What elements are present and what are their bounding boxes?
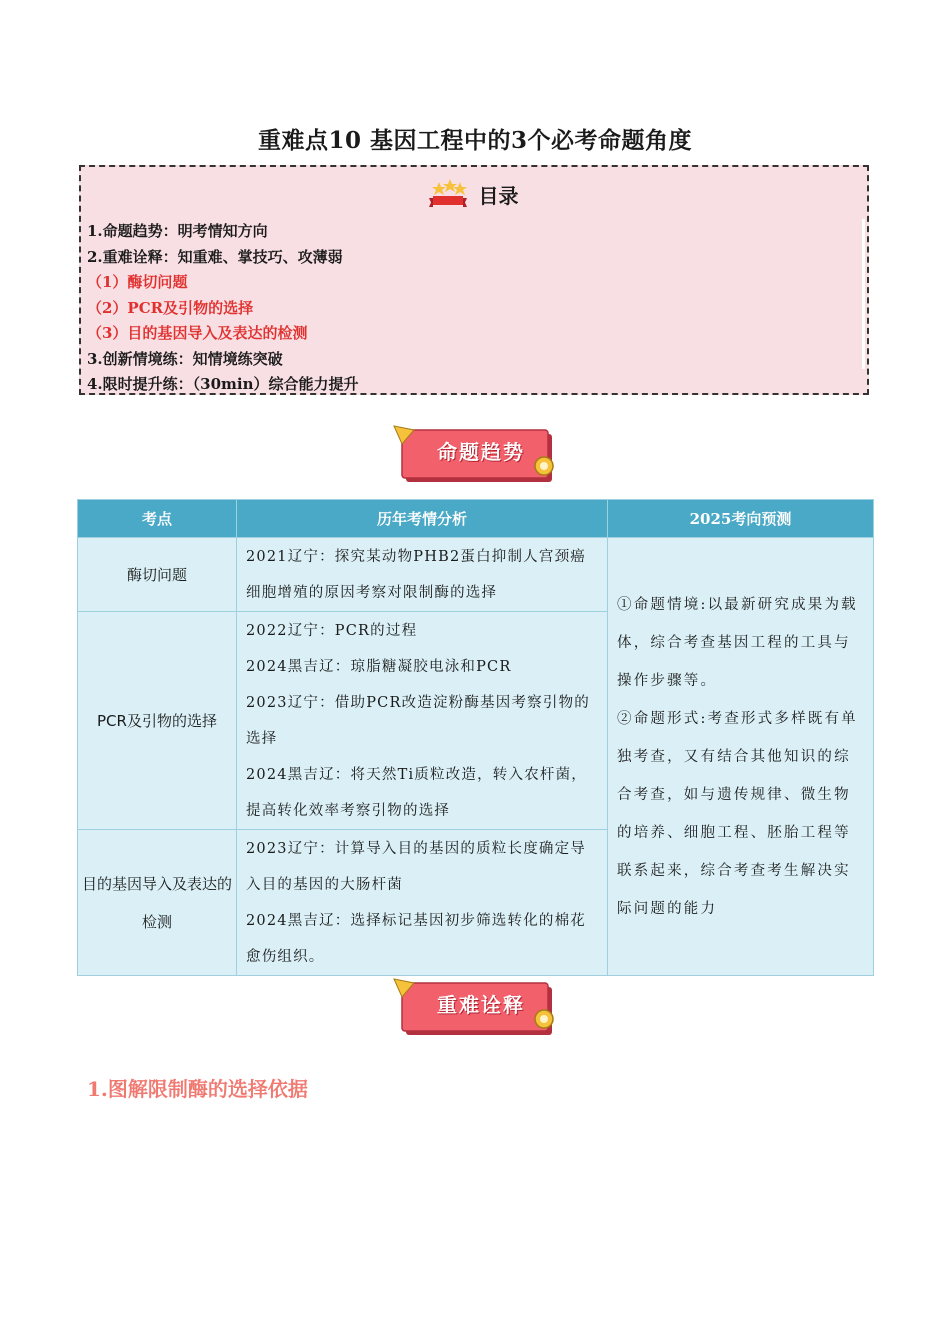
topic-cell: 目的基因导入及表达的检测 (78, 830, 237, 976)
analysis-entry: 2023辽宁：计算导入目的基因的质粒长度确定导入目的基因的大肠杆菌 (246, 840, 586, 893)
toc-title: 目录 (478, 183, 519, 208)
table-of-contents (79, 165, 869, 395)
toc-item[interactable]: 1.命题趋势：明考情知方向 (87, 222, 268, 240)
trend-table (77, 499, 874, 976)
banner-title: 命题趋势 (437, 440, 525, 464)
analysis-cell (237, 538, 608, 612)
forecast-cell (608, 538, 874, 976)
toc-item[interactable]: 4.限时提升练：（30min）综合能力提升 (87, 375, 359, 393)
topic-cell: 酶切问题 (78, 538, 237, 612)
column-header: 2025考向预测 (608, 500, 874, 538)
analysis-entry: 2022辽宁：PCR的过程 (246, 622, 418, 639)
toc-item[interactable]: 3.创新情境练：知情境练突破 (87, 349, 283, 368)
trend-banner (392, 424, 562, 488)
analysis-entry: 2023辽宁：借助PCR改造淀粉酶基因考察引物的选择 (246, 694, 590, 747)
toc-item[interactable]: （1）酶切问题 (87, 273, 188, 291)
table-header-row (78, 500, 874, 538)
toc-divider (862, 219, 865, 369)
forecast-entry: ②命题形式:考查形式多样既有单独考查，又有结合其他知识的综合考查，如与遗传规律、微生物的培养、细胞工程、胚胎工程等联系起来，综合考查考生解决实际问题的能力 (617, 710, 858, 917)
column-header: 考点 (78, 500, 237, 538)
toc-header (81, 179, 867, 209)
toc-list (87, 219, 359, 398)
section-heading: 1.图解限制酶的选择依据 (87, 1077, 308, 1101)
analysis-entry: 2024黑吉辽：将天然Ti质粒改造，转入农杆菌，提高转化效率考察引物的选择 (246, 766, 588, 819)
topic-cell: PCR及引物的选择 (78, 612, 237, 830)
toc-item[interactable]: 2.重难诠释：知重难、掌技巧、攻薄弱 (87, 247, 343, 266)
toc-item[interactable]: （2）PCR及引物的选择 (87, 298, 254, 317)
column-header: 历年考情分析 (237, 500, 608, 538)
toc-item[interactable]: （3）目的基因导入及表达的检测 (87, 324, 308, 342)
analysis-cell (237, 830, 608, 976)
stars-ribbon-icon (429, 179, 467, 209)
page-title: 重难点10 基因工程中的3个必考命题角度 (257, 127, 693, 154)
analysis-entry: 2024黑吉辽：琼脂糖凝胶电泳和PCR (246, 658, 512, 675)
banner-title: 重难诠释 (437, 993, 525, 1017)
analysis-entry: 2024黑吉辽：选择标记基因初步筛选转化的棉花愈伤组织。 (246, 912, 586, 965)
analysis-cell (237, 612, 608, 830)
forecast-entry: ①命题情境:以最新研究成果为载体，综合考查基因工程的工具与操作步骤等。 (617, 596, 858, 689)
table-row (78, 538, 874, 612)
analysis-entry: 2021辽宁：探究某动物PHB2蛋白抑制人宫颈癌细胞增殖的原因考察对限制酶的选择 (246, 548, 586, 601)
explain-banner (392, 977, 562, 1041)
